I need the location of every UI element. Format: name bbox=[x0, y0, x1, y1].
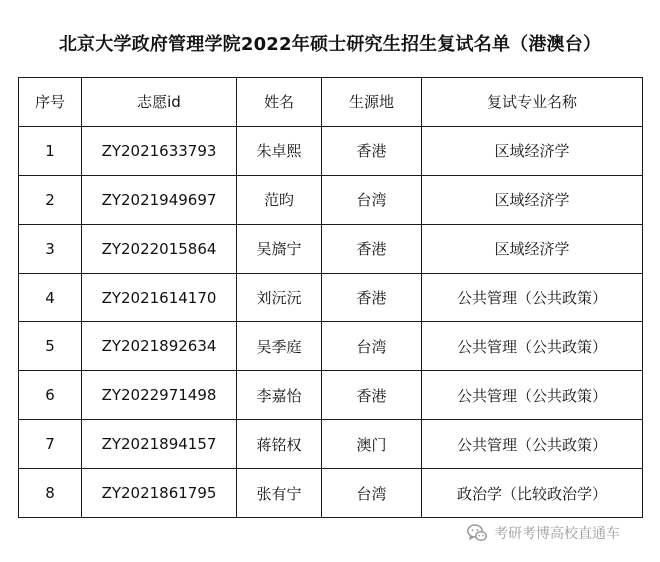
header-application-id: 志愿id bbox=[82, 78, 237, 127]
cell-major: 公共管理（公共政策） bbox=[422, 371, 643, 420]
cell-index: 2 bbox=[19, 175, 82, 224]
cell-index: 6 bbox=[19, 371, 82, 420]
cell-name: 张有宁 bbox=[237, 469, 322, 518]
header-major: 复试专业名称 bbox=[422, 78, 643, 127]
cell-application-id: ZY2021892634 bbox=[82, 322, 237, 371]
table-row bbox=[19, 273, 643, 322]
cell-index: 3 bbox=[19, 224, 82, 273]
table-row bbox=[19, 322, 643, 371]
cell-index: 8 bbox=[19, 469, 82, 518]
cell-name: 朱卓熙 bbox=[237, 126, 322, 175]
cell-major: 公共管理（公共政策） bbox=[422, 420, 643, 469]
cell-name: 范昀 bbox=[237, 175, 322, 224]
cell-origin: 香港 bbox=[322, 273, 422, 322]
cell-application-id: ZY2021894157 bbox=[82, 420, 237, 469]
cell-application-id: ZY2022971498 bbox=[82, 371, 237, 420]
table-row bbox=[19, 175, 643, 224]
cell-origin: 台湾 bbox=[322, 175, 422, 224]
cell-origin: 香港 bbox=[322, 224, 422, 273]
cell-origin: 台湾 bbox=[322, 469, 422, 518]
cell-name: 刘沅沅 bbox=[237, 273, 322, 322]
cell-major: 政治学（比较政治学） bbox=[422, 469, 643, 518]
cell-index: 4 bbox=[19, 273, 82, 322]
table-row bbox=[19, 420, 643, 469]
admission-list-table bbox=[18, 77, 643, 518]
header-origin: 生源地 bbox=[322, 78, 422, 127]
table-row bbox=[19, 126, 643, 175]
watermark bbox=[466, 522, 620, 544]
cell-application-id: ZY2021949697 bbox=[82, 175, 237, 224]
cell-name: 蒋铭权 bbox=[237, 420, 322, 469]
cell-major: 区域经济学 bbox=[422, 126, 643, 175]
cell-application-id: ZY2021861795 bbox=[82, 469, 237, 518]
watermark-text: 考研考博高校直通车 bbox=[494, 526, 620, 542]
cell-major: 区域经济学 bbox=[422, 224, 643, 273]
cell-application-id: ZY2022015864 bbox=[82, 224, 237, 273]
cell-major: 公共管理（公共政策） bbox=[422, 322, 643, 371]
table-header-row bbox=[19, 78, 643, 127]
header-index: 序号 bbox=[19, 78, 82, 127]
cell-index: 7 bbox=[19, 420, 82, 469]
header-name: 姓名 bbox=[237, 78, 322, 127]
cell-application-id: ZY2021633793 bbox=[82, 126, 237, 175]
table-row bbox=[19, 371, 643, 420]
document-title: 北京大学政府管理学院2022年硕士研究生招生复试名单（港澳台） bbox=[58, 34, 602, 55]
cell-major: 区域经济学 bbox=[422, 175, 643, 224]
cell-application-id: ZY2021614170 bbox=[82, 273, 237, 322]
cell-major: 公共管理（公共政策） bbox=[422, 273, 643, 322]
cell-origin: 澳门 bbox=[322, 420, 422, 469]
table-row bbox=[19, 469, 643, 518]
cell-origin: 香港 bbox=[322, 371, 422, 420]
table-row bbox=[19, 224, 643, 273]
cell-index: 5 bbox=[19, 322, 82, 371]
cell-name: 李嘉怡 bbox=[237, 371, 322, 420]
cell-origin: 台湾 bbox=[322, 322, 422, 371]
cell-name: 吴季庭 bbox=[237, 322, 322, 371]
wechat-icon bbox=[466, 522, 488, 544]
cell-index: 1 bbox=[19, 126, 82, 175]
cell-origin: 香港 bbox=[322, 126, 422, 175]
cell-name: 吴旖宁 bbox=[237, 224, 322, 273]
